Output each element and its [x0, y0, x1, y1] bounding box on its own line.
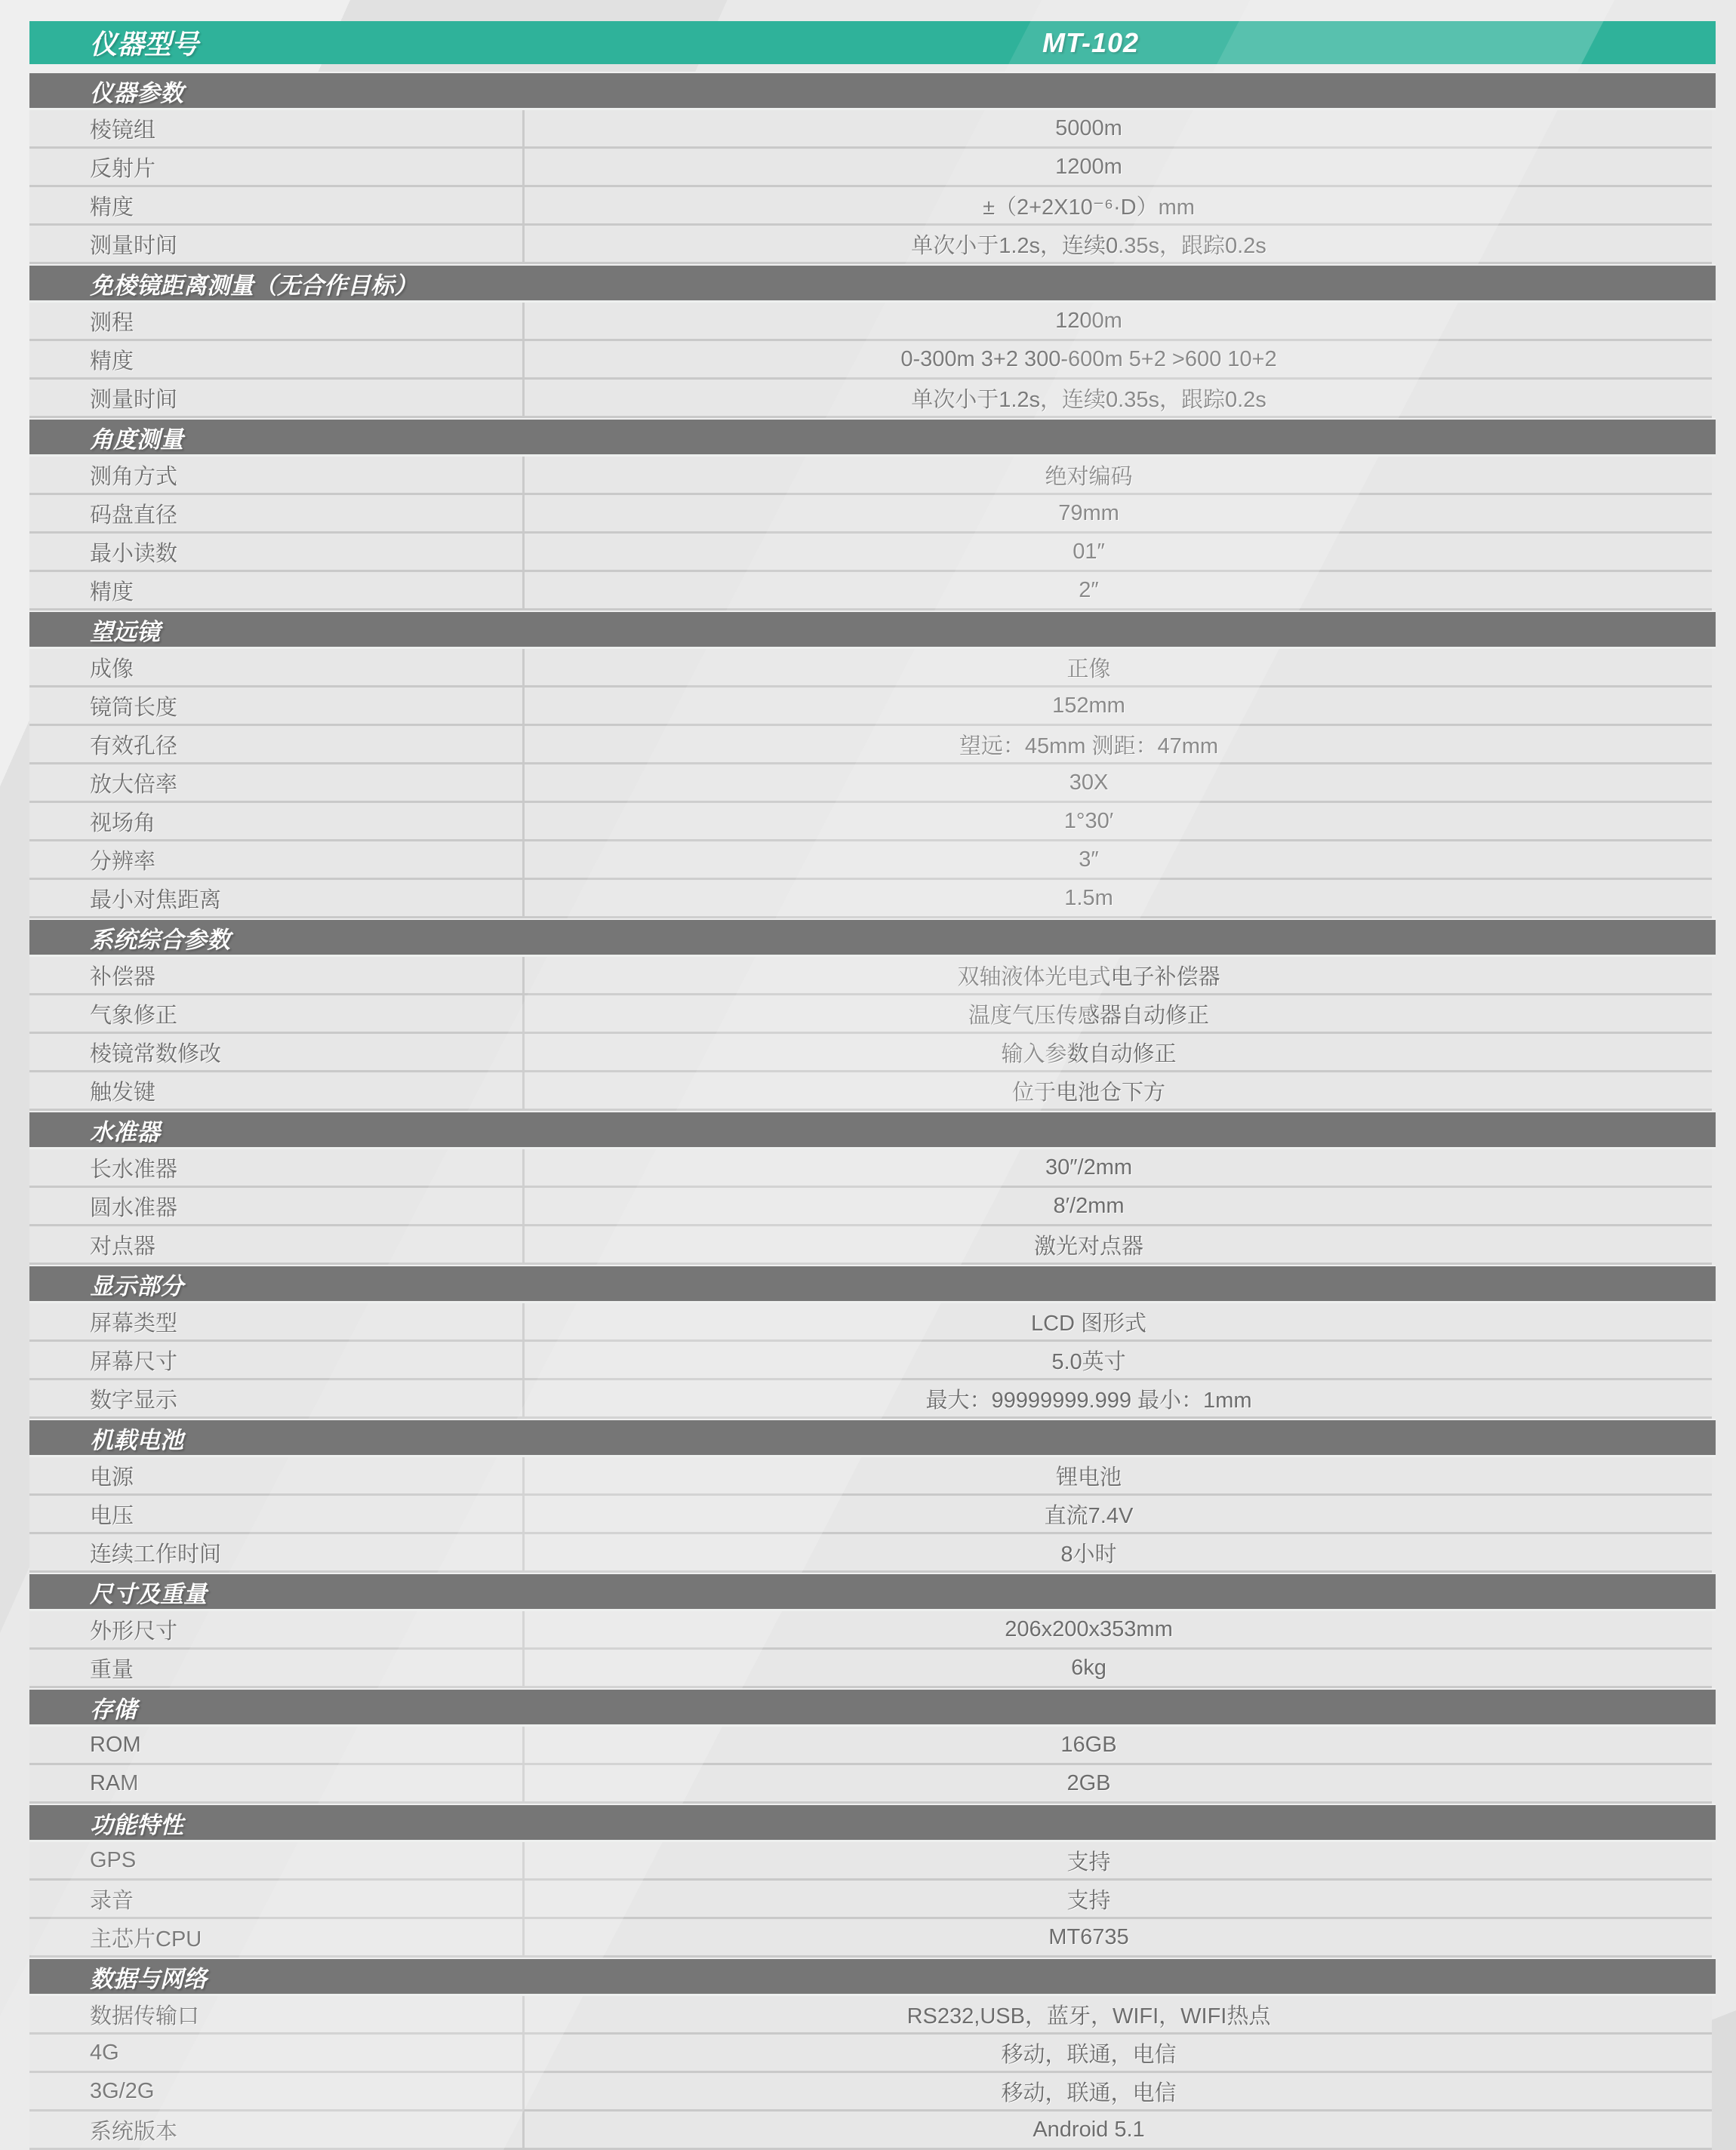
- spec-row-value: 206x200x353mm: [1005, 1616, 1173, 1641]
- spec-row-value: MT6735: [1048, 1924, 1129, 1949]
- section-rows: [29, 1611, 1712, 1688]
- spec-row-value: 温度气压传感器自动修正: [968, 1003, 1209, 1028]
- spec-row: [29, 1149, 1712, 1188]
- spec-row-value: ±（2+2X10⁻⁶·D）mm: [983, 195, 1195, 220]
- spec-row-label: 棱镜组: [29, 110, 525, 146]
- spec-section: [29, 1958, 1716, 2150]
- spec-row-value: 8′/2mm: [1053, 1193, 1125, 1218]
- spec-row: [29, 149, 1712, 187]
- spec-row: [29, 1072, 1712, 1111]
- spec-row-value: 单次小于1.2s，连续0.35s，跟踪0.2s: [911, 233, 1267, 258]
- section-title: 免棱镜距离测量（无合作目标）: [90, 272, 417, 299]
- spec-row-value: 移动，联通，电信: [1001, 2081, 1177, 2105]
- spec-row-label: 反射片: [29, 149, 525, 185]
- spec-row-label: 电源: [29, 1457, 525, 1493]
- section-header-bar: [29, 918, 1716, 957]
- spec-row: [29, 457, 1712, 495]
- spec-row-label: 重量: [29, 1650, 525, 1686]
- section-header-bar: [29, 1419, 1716, 1457]
- spec-section: [29, 1111, 1716, 1265]
- spec-row: [29, 380, 1712, 418]
- table-header-label: 仪器型号: [90, 29, 199, 60]
- spec-row-label: GPS: [29, 1842, 525, 1878]
- spec-row-value: 移动，联通，电信: [1001, 2042, 1177, 2067]
- spec-row: [29, 1034, 1712, 1072]
- spec-row-value: 输入参数自动修正: [1001, 1041, 1177, 1066]
- section-rows: [29, 1842, 1712, 1958]
- section-rows: [29, 1996, 1712, 2150]
- spec-row-value: 6kg: [1071, 1655, 1107, 1680]
- spec-row-label: 系统版本: [29, 2112, 525, 2148]
- spec-row-label: 屏幕类型: [29, 1303, 525, 1340]
- section-title: 系统综合参数: [90, 926, 230, 953]
- spec-row-value: 0-300m 3+2 300-600m 5+2 >600 10+2: [900, 346, 1277, 371]
- spec-row: [29, 2112, 1712, 2150]
- spec-row: [29, 1611, 1712, 1650]
- section-rows: [29, 110, 1712, 264]
- spec-row-value: 望远：45mm 测距：47mm: [959, 734, 1219, 758]
- spec-row: [29, 1380, 1712, 1419]
- spec-row-value: 支持: [1067, 1850, 1111, 1875]
- section-header-bar: [29, 264, 1716, 303]
- section-title: 仪器参数: [90, 79, 183, 106]
- spec-row: [29, 1303, 1712, 1342]
- spec-row: [29, 1842, 1712, 1881]
- spec-row-value: 30″/2mm: [1045, 1155, 1133, 1180]
- spec-row-label: 测角方式: [29, 457, 525, 493]
- spec-row-label: 精度: [29, 341, 525, 377]
- spec-row: [29, 1765, 1712, 1804]
- spec-row-label: 连续工作时间: [29, 1534, 525, 1570]
- spec-row: [29, 495, 1712, 534]
- spec-row-value: 5000m: [1055, 115, 1122, 140]
- spec-row-value: 8小时: [1060, 1542, 1117, 1567]
- spec-row: [29, 764, 1712, 803]
- spec-row-label: 精度: [29, 187, 525, 223]
- spec-row: [29, 572, 1712, 611]
- spec-row-value: 1200m: [1055, 154, 1122, 179]
- spec-row: [29, 995, 1712, 1034]
- spec-row-value: 最大：99999999.999 最小：1mm: [925, 1388, 1252, 1413]
- section-header-bar: [29, 418, 1716, 457]
- spec-row-value: 双轴液体光电式电子补偿器: [957, 964, 1220, 989]
- table-header: [29, 21, 1716, 64]
- spec-row: [29, 1996, 1712, 2035]
- section-rows: [29, 957, 1712, 1111]
- spec-row-value: 1200m: [1055, 308, 1122, 333]
- spec-row-value: Android 5.1: [1033, 2117, 1145, 2142]
- spec-section: [29, 1573, 1716, 1688]
- section-rows: [29, 1457, 1712, 1573]
- spec-row-label: 精度: [29, 572, 525, 608]
- spec-row: [29, 110, 1712, 149]
- spec-row-value: 激光对点器: [1033, 1234, 1143, 1259]
- spec-row: [29, 880, 1712, 918]
- spec-row: [29, 1457, 1712, 1496]
- spec-row-value: 绝对编码: [1045, 464, 1133, 489]
- section-header-bar: [29, 1804, 1716, 1842]
- spec-section: [29, 918, 1716, 1111]
- section-rows: [29, 1727, 1712, 1804]
- spec-row-label: 长水准器: [29, 1149, 525, 1186]
- section-title: 功能特性: [90, 1811, 183, 1838]
- spec-row-label: 码盘直径: [29, 495, 525, 531]
- spec-table: [29, 21, 1716, 2150]
- spec-row-label: 电压: [29, 1496, 525, 1532]
- spec-row-value: 2GB: [1067, 1770, 1111, 1795]
- spec-section: [29, 1688, 1716, 1804]
- spec-row-label: 气象修正: [29, 995, 525, 1032]
- spec-row-label: 外形尺寸: [29, 1611, 525, 1647]
- section-header-bar: [29, 1111, 1716, 1149]
- section-rows: [29, 649, 1712, 918]
- section-header-bar: [29, 1573, 1716, 1611]
- spec-row-label: 补偿器: [29, 957, 525, 993]
- section-title: 数据与网络: [90, 1965, 207, 1992]
- spec-row-label: 成像: [29, 649, 525, 685]
- spec-section: [29, 1265, 1716, 1419]
- section-header-bar: [29, 611, 1716, 649]
- spec-row-label: 测量时间: [29, 226, 525, 262]
- spec-row-value: LCD 图形式: [1030, 1311, 1147, 1336]
- spec-row-label: 最小读数: [29, 534, 525, 570]
- spec-row-value: 正像: [1067, 657, 1111, 681]
- section-rows: [29, 1149, 1712, 1265]
- spec-row-label: 视场角: [29, 803, 525, 839]
- section-title: 水准器: [90, 1118, 160, 1146]
- spec-row-value: 30X: [1069, 770, 1109, 795]
- section-title: 存储: [90, 1696, 137, 1723]
- spec-row: [29, 1342, 1712, 1380]
- spec-row-label: 主芯片CPU: [29, 1919, 525, 1955]
- section-title: 显示部分: [90, 1272, 183, 1300]
- spec-row: [29, 2073, 1712, 2112]
- spec-sections: [29, 72, 1716, 2150]
- spec-row: [29, 957, 1712, 995]
- spec-row: [29, 726, 1712, 764]
- spec-row-value: 1°30′: [1063, 808, 1114, 833]
- spec-row-label: 镜筒长度: [29, 687, 525, 724]
- spec-row-value: RS232,USB，蓝牙，WIFI，WIFI热点: [906, 2004, 1271, 2029]
- section-rows: [29, 1303, 1712, 1419]
- spec-row: [29, 1919, 1712, 1958]
- spec-row: [29, 1727, 1712, 1765]
- spec-row-value: 位于电池仓下方: [1011, 1080, 1165, 1105]
- spec-row-label: 数字显示: [29, 1380, 525, 1416]
- spec-section: [29, 1419, 1716, 1573]
- spec-row: [29, 1534, 1712, 1573]
- spec-row: [29, 2035, 1712, 2073]
- spec-row-label: 圆水准器: [29, 1188, 525, 1224]
- spec-row-value: 01″: [1073, 539, 1105, 564]
- section-title: 机载电池: [90, 1426, 183, 1453]
- spec-row: [29, 649, 1712, 687]
- spec-row: [29, 1650, 1712, 1688]
- spec-row-value: 152mm: [1052, 693, 1125, 718]
- spec-row: [29, 1496, 1712, 1534]
- spec-row-label: 对点器: [29, 1226, 525, 1263]
- spec-row: [29, 1881, 1712, 1919]
- spec-row-label: 放大倍率: [29, 764, 525, 801]
- spec-row: [29, 226, 1712, 264]
- section-header-bar: [29, 72, 1716, 110]
- spec-row-value: 单次小于1.2s，连续0.35s，跟踪0.2s: [911, 387, 1267, 412]
- section-rows: [29, 303, 1712, 418]
- spec-row-value: 支持: [1067, 1888, 1111, 1913]
- section-rows: [29, 457, 1712, 611]
- spec-row-label: RAM: [29, 1765, 525, 1801]
- spec-section: [29, 1804, 1716, 1958]
- spec-row: [29, 341, 1712, 380]
- spec-row-value: 16GB: [1060, 1732, 1117, 1757]
- spec-row-label: 录音: [29, 1881, 525, 1917]
- spec-row: [29, 687, 1712, 726]
- spec-row-label: 有效孔径: [29, 726, 525, 762]
- spec-row-label: 棱镜常数修改: [29, 1034, 525, 1070]
- spec-row-label: 最小对焦距离: [29, 880, 525, 916]
- spec-row: [29, 1226, 1712, 1265]
- spec-row-label: 3G/2G: [29, 2073, 525, 2109]
- spec-row-label: 4G: [29, 2035, 525, 2071]
- spec-row: [29, 841, 1712, 880]
- section-header-bar: [29, 1958, 1716, 1996]
- spec-row-label: 数据传输口: [29, 1996, 525, 2032]
- spec-section: [29, 611, 1716, 918]
- spec-row-label: ROM: [29, 1727, 525, 1763]
- spec-row: [29, 803, 1712, 841]
- spec-section: [29, 264, 1716, 418]
- spec-row-value: 直流7.4V: [1044, 1503, 1134, 1528]
- spec-row-value: 3″: [1079, 847, 1099, 872]
- spec-row-value: 1.5m: [1064, 885, 1113, 910]
- spec-row-label: 测程: [29, 303, 525, 339]
- spec-row-label: 触发键: [29, 1072, 525, 1109]
- section-title: 角度测量: [90, 426, 183, 453]
- spec-row: [29, 1188, 1712, 1226]
- section-header-bar: [29, 1688, 1716, 1727]
- table-header-model: MT-102: [1042, 26, 1140, 58]
- spec-row: [29, 187, 1712, 226]
- section-title: 尺寸及重量: [90, 1580, 207, 1607]
- spec-row-value: 5.0英寸: [1051, 1349, 1126, 1374]
- spec-row-label: 屏幕尺寸: [29, 1342, 525, 1378]
- spec-row-value: 锂电池: [1055, 1465, 1122, 1490]
- spec-section: [29, 418, 1716, 611]
- spec-row: [29, 303, 1712, 341]
- spec-row: [29, 534, 1712, 572]
- spec-row-value: 79mm: [1058, 500, 1119, 525]
- spec-row-label: 测量时间: [29, 380, 525, 416]
- spec-section: [29, 72, 1716, 264]
- spec-row-label: 分辨率: [29, 841, 525, 878]
- section-header-bar: [29, 1265, 1716, 1303]
- section-title: 望远镜: [90, 618, 160, 645]
- spec-row-value: 2″: [1079, 577, 1099, 602]
